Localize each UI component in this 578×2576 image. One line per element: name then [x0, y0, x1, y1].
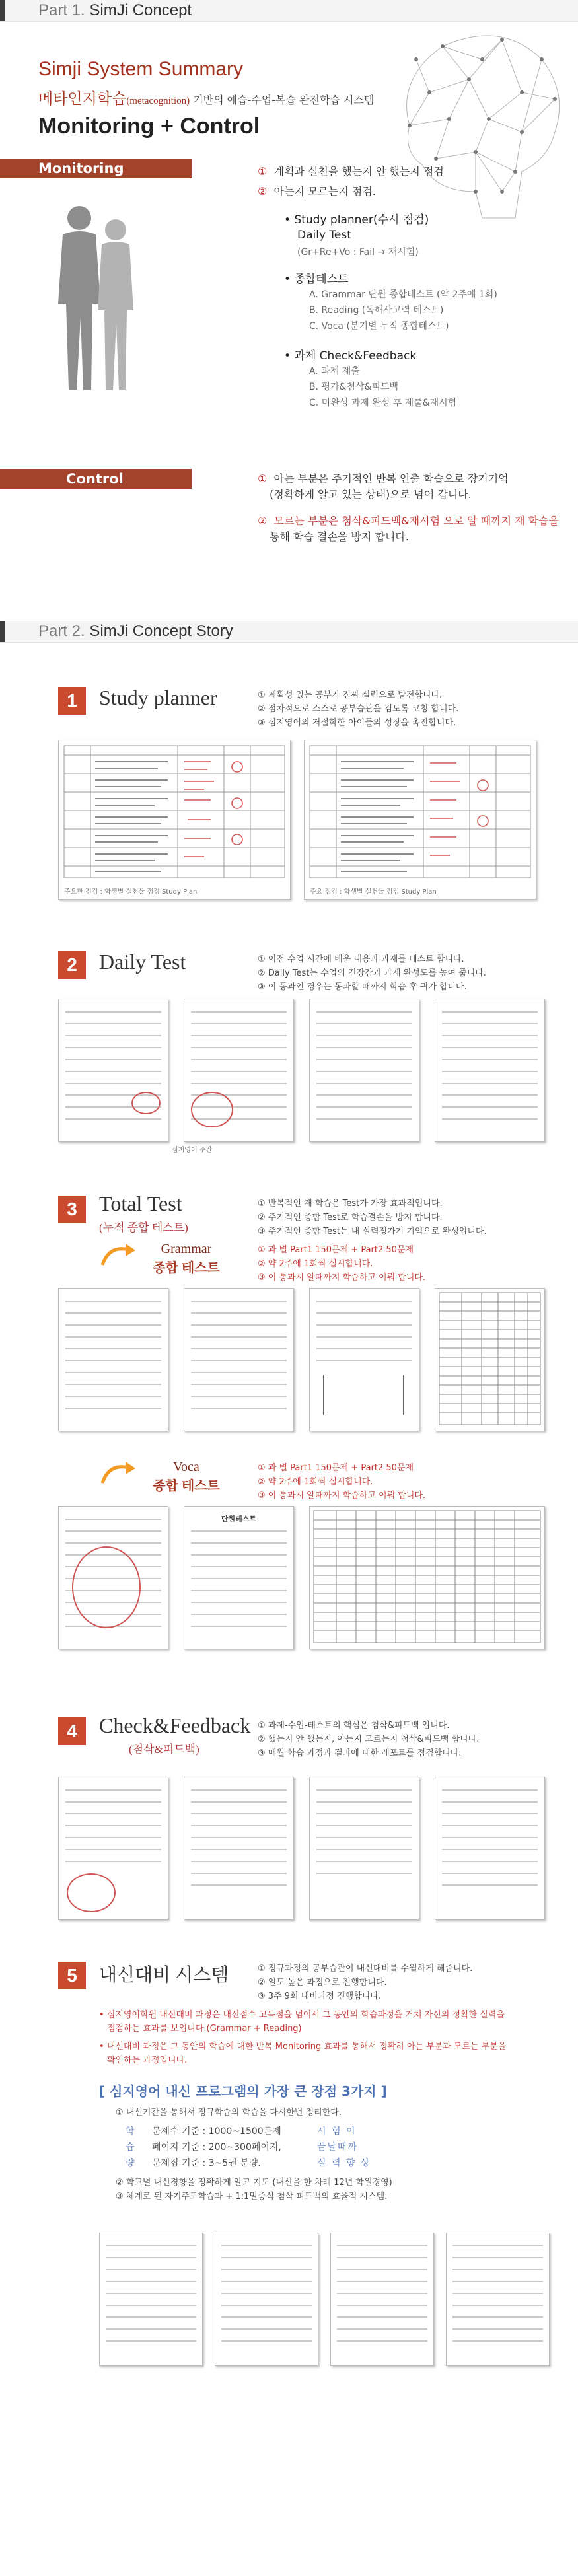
arrow-right-icon: →: [377, 247, 386, 258]
part1-prefix: Part 1.: [38, 1, 85, 19]
part2-header: [0, 621, 578, 643]
metacognition-line: [38, 87, 374, 108]
voca-score-table: [309, 1506, 545, 1649]
feedback-paper-3: [309, 1777, 419, 1920]
score-box: [323, 1375, 404, 1415]
people-silhouette-image: [46, 198, 145, 396]
study-planner-bullet: • Study planner(수시 점검): [284, 213, 429, 227]
part2-prefix: Part 2.: [38, 622, 85, 640]
part1-header: [0, 0, 578, 22]
voca-test-paper-2: [184, 1506, 294, 1649]
grammar-test-paper-1: [58, 1288, 168, 1431]
part2-name: SimJi Concept Story: [89, 622, 233, 640]
part2-marker: [0, 621, 5, 642]
grammar-test-paper-2: [184, 1288, 294, 1431]
control-point-2b: 통해 학습 결손을 방지 합니다.: [270, 530, 409, 543]
monitoring-point-2: ② 아는지 모르는지 점검.: [258, 185, 376, 197]
part1-name: SimJi Concept: [89, 1, 192, 19]
voca-heading: Voca 종합 테스트: [153, 1460, 220, 1493]
study-planner-caption-left: 주요한 점검 : 학생별 실천율 점검 Study Plan: [64, 888, 198, 896]
advantage-2-3: ② 학교별 내신경향을 정확하게 알고 지도 (내신을 한 차례 12년 학원경영) ③ 체계로 된 자기주도학습과 + 1:1밀중식 첨삭 피드백의 효율적 시스템.: [116, 2178, 392, 2201]
feedback-paper-4: [435, 1777, 545, 1920]
daily-test-formula: (Gr+Re+Vo : Fail → 재시험): [297, 247, 419, 258]
section-3-number: 3: [58, 1196, 86, 1223]
meta-eng: (metacognition): [126, 96, 190, 106]
daily-test-label: Daily Test: [297, 229, 351, 242]
daily-test-caption: 심지영어 주간: [172, 1147, 213, 1154]
voca-sheet-title: 단원테스트: [221, 1515, 257, 1523]
monitoring-label: Monitoring: [0, 159, 192, 178]
control-label: Control: [0, 469, 192, 489]
section-5-desc: ① 정규과정의 공부습관이 내신대비를 수월하게 해줍니다. ② 일도 높은 과정으로 진행합니다. ③ 3주 9회 대비과정 진행합니다.: [258, 1964, 473, 2001]
section-2-title: Daily Test: [99, 950, 186, 974]
summary-title: Simji System Summary: [38, 58, 244, 80]
section-1-title: Study planner: [99, 686, 217, 709]
total-item-b: B. Reading (독해사고력 테스트): [309, 305, 444, 316]
curved-arrow-icon: [99, 1242, 139, 1268]
meta-kor: 메타인지학습: [38, 90, 127, 107]
study-planner-sheet-right: [304, 740, 536, 900]
section-4-title: Check&Feedback: [99, 1713, 251, 1737]
control-point-1: ① 아는 부분은 주기적인 반복 인출 학습으로 장기기억: [258, 472, 509, 485]
daily-test-paper-2: [184, 999, 294, 1142]
study-planner-sheet-left: [58, 740, 291, 900]
control-point-2: ② 모르는 부분은 첨삭&피드백&재시험 으로 알 때까지 재 학습을: [258, 515, 560, 527]
section-4-subtitle: (첨삭&피드백): [129, 1743, 199, 1756]
volume-row-1: 학 문제수 기준 : 1000~1500문제 시 험 이: [126, 2126, 357, 2137]
section-5-title: 내신대비 시스템: [99, 1965, 229, 1986]
check-item-c: C. 미완성 과제 완성 후 제출&재시험: [309, 398, 457, 408]
study-volume-table: [126, 2123, 403, 2170]
advantage-1: ① 내신기간을 통해서 정규학습의 학습을 다시한번 정리한다.: [116, 2108, 342, 2118]
exam-paper-1: [99, 2233, 203, 2366]
check-item-b: B. 평가&첨삭&피드백: [309, 382, 399, 392]
total-test-bullet: • 종합테스트: [284, 273, 349, 286]
section-2-number: 2: [58, 951, 86, 979]
monitoring-control-title: Monitoring + Control: [38, 114, 260, 139]
daily-test-paper-3: [309, 999, 419, 1142]
section-3-title: Total Test: [99, 1192, 182, 1215]
volume-row-2: 습 페이지 기준 : 200~300페이지, 끝날때까: [126, 2142, 359, 2153]
grammar-heading: Grammar 종합 테스트: [153, 1242, 220, 1275]
check-item-a: A. 과제 제출: [309, 366, 360, 376]
meta-desc: 기반의 예습-수업-복습 완전학습 시스템: [193, 94, 375, 106]
study-planner-caption-right: 주요 점검 : 학생별 실천율 점검 Study Plan: [310, 888, 437, 896]
grammar-test-paper-3: [309, 1288, 419, 1431]
grammar-score-table: [435, 1288, 545, 1431]
part1-marker: [0, 0, 5, 21]
exam-paper-4: [446, 2233, 550, 2366]
daily-test-paper-1: [58, 999, 168, 1142]
control-point-1b: (정확하게 알고 있는 상태)으로 넘어 갑니다.: [270, 488, 472, 501]
section-4-number: 4: [58, 1717, 86, 1745]
section-2-desc: ① 이전 수업 시간에 배운 내용과 과제를 테스트 합니다. ② Daily Test는 수업의 긴장감과 과제 완성도를 높여 줍니다. ③ 이 통과인 경우는 통과할 때까지 학습 후 귀가 합니다.: [258, 954, 486, 992]
voca-test-paper-1: [58, 1506, 168, 1649]
volume-row-3: 량 문제집 기준 : 3~5권 분량. 실 력 향 상: [126, 2158, 371, 2168]
section-4-desc: ① 과제-수업-테스트의 핵심은 첨삭&피드백 입니다. ② 했는지 안 했는지, 아는지 모르는지 첨삭&피드백 합니다. ③ 매월 학습 과정과 결과에 대한 레포트를 점검합니다.: [258, 1721, 480, 1758]
brain-network-graphic: [370, 20, 578, 238]
exam-paper-3: [330, 2233, 434, 2366]
exam-paper-2: [215, 2233, 318, 2366]
part2-title: [38, 621, 233, 642]
feedback-paper-1: [58, 1777, 168, 1920]
section-5-number: 5: [58, 1962, 86, 1989]
section-5-bullets: • 심지영어학원 내신대비 과정은 내신점수 고득점을 넘어서 그 동안의 학습과정을 거쳐 자신의 정확한 실력을 점검하는 효과를 보입니다.(Grammar + Reading) • 내신대비 과정은 그 동안의 학습에 대한 반복 Monitoring 효과를 통해서 정확히 아는 부분과 모르는 부분을 확인하는 과정입니다.: [99, 2010, 507, 2065]
daily-test-paper-4: [435, 999, 545, 1142]
voca-test-notes: ① 과 별 Part1 150문제 + Part2 50문제 ② 약 2주에 1회씩 실시합니다. ③ 이 통과시 알때까지 학습하고 이뤄 합니다.: [258, 1463, 426, 1501]
feedback-paper-2: [184, 1777, 294, 1920]
grammar-test-notes: ① 과 별 Part1 150문제 + Part2 50문제 ② 약 2주에 1회씩 실시합니다. ③ 이 통과시 알때까지 학습하고 이뤄 합니다.: [258, 1245, 426, 1283]
section-3-subtitle: (누적 종합 테스트): [99, 1221, 188, 1234]
check-feedback-bullet: • 과제 Check&Feedback: [284, 349, 417, 363]
advantages-heading: [ 심지영어 내신 프로그램의 가장 큰 장점 3가지 ]: [99, 2083, 387, 2099]
section-1-number: 1: [58, 687, 86, 715]
section-1-desc: ① 계획성 있는 공부가 진짜 실력으로 발전합니다. ② 점차적으로 스스로 공부습관을 검도록 코칭 합니다. ③ 심지영어의 저절학한 아이들의 성장을 촉진합니다.: [258, 690, 459, 728]
part1-title: [38, 0, 192, 21]
total-item-c: C. Voca (분기별 누적 종합테스트): [309, 321, 449, 332]
curved-arrow-icon-2: [99, 1460, 139, 1486]
total-item-a: A. Grammar 단원 종합테스트 (약 2주에 1회): [309, 289, 497, 300]
section-3-desc: ① 반복적인 재 학습은 Test가 가장 효과적입니다. ② 주기적인 종합 Test로 학습결손을 방지 합니다. ③ 주기적인 종합 Test는 내 실력정가기 기억으로 완성입니다.: [258, 1199, 487, 1236]
monitoring-point-1: ① 계획과 실천을 했는지 안 했는지 점검: [258, 165, 444, 178]
